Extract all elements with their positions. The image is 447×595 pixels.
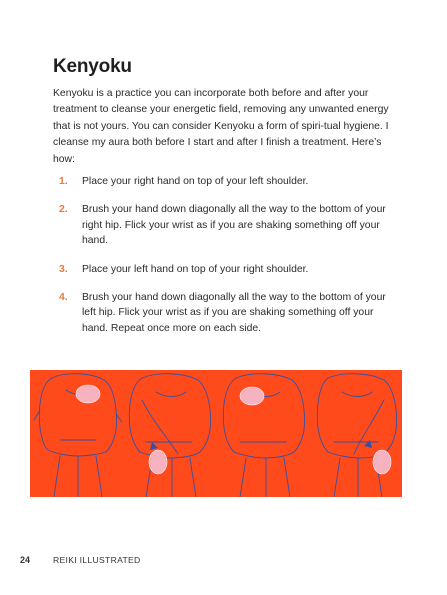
- step-item: [59, 262, 389, 277]
- kenyoku-illustration: [30, 370, 402, 497]
- step-text: Place your right hand on top of your left shoulder.: [82, 176, 309, 187]
- hand-glow-1: [76, 385, 100, 403]
- figures-drawing: [30, 370, 402, 497]
- figure-4: [317, 374, 396, 497]
- page-number: 24: [20, 555, 31, 565]
- figure-2: [129, 374, 210, 497]
- hand-glow-3: [240, 387, 264, 405]
- page-title: Kenyoku: [53, 56, 132, 77]
- intro-paragraph: Kenyoku is a practice you can incorporate both before and after your treatment to cleanse your energetic field, removing any unwanted energy that is not yours. You can consider Kenyoku a form of spiri-tual hygiene. I cleanse my aura both before I start and after I finish a treatment. Here’s how:: [53, 88, 389, 165]
- hand-glow-4: [373, 450, 391, 474]
- arrow-4: [364, 440, 372, 448]
- step-number: 3.: [59, 263, 68, 275]
- step-item: [59, 290, 389, 336]
- step-text: Place your left hand on top of your right shoulder.: [82, 263, 309, 275]
- figure-3: [223, 374, 304, 497]
- running-head: REIKI ILLUSTRATED: [53, 555, 141, 565]
- steps-list: [59, 174, 389, 349]
- step-item: [59, 202, 389, 248]
- step-item: [59, 174, 389, 189]
- step-number: 2.: [59, 204, 68, 216]
- step-text: Brush your hand down diagonally all the way to the bottom of your left hip. Flick your wrist as if you are shaking something off your hand. Repeat once more on each side.: [82, 292, 386, 334]
- hand-glow-2: [149, 450, 167, 474]
- arrow-2: [150, 442, 158, 450]
- step-number: 4.: [59, 292, 68, 304]
- step-number: 1.: [59, 176, 68, 187]
- step-text: Brush your hand down diagonally all the way to the bottom of your right hip. Flick your wrist as if you are shaking something off your hand.: [82, 204, 386, 247]
